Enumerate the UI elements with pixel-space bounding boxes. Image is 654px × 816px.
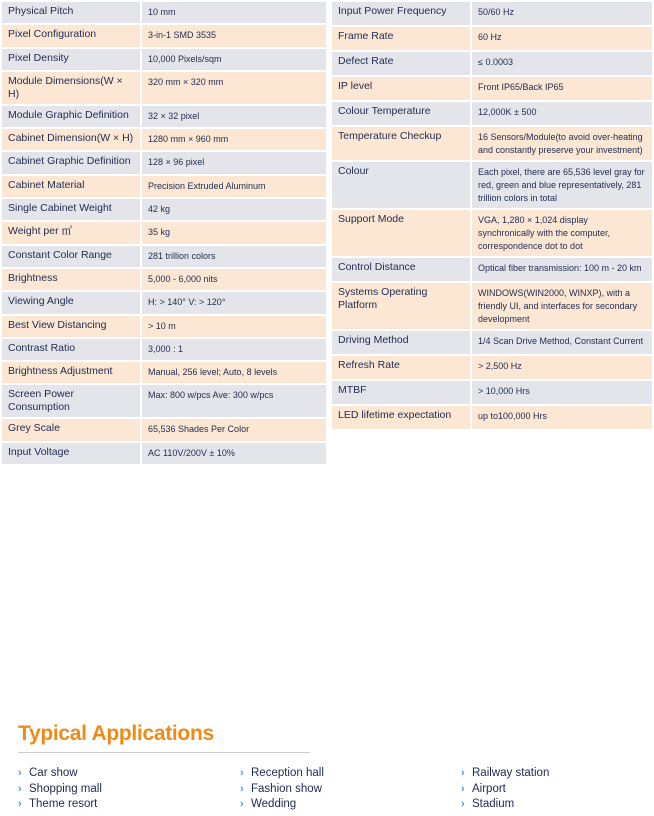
spec-value: Optical fiber transmission: 100 m - 20 km [472,258,652,281]
spec-label: Cabinet Material [2,176,142,197]
right-spec-row [332,258,652,281]
right-spec-row [332,2,652,25]
spec-value: ≤ 0.0003 [472,52,652,75]
spec-label: Single Cabinet Weight [2,199,142,220]
spec-label: Input Voltage [2,443,142,464]
spec-value: H: > 140° V: > 120° [142,292,326,313]
application-item [240,782,324,798]
spec-value: 5,000 - 6,000 nits [142,269,326,290]
spec-value: Front IP65/Back IP65 [472,77,652,100]
application-label: Shopping mall [29,782,102,795]
spec-label: Weight per ㎡ [2,222,142,243]
spec-value: 12,000K ± 500 [472,102,652,125]
spec-value: 50/60 Hz [472,2,652,25]
applications-title: Typical Applications [18,722,214,745]
spec-value: 35 kg [142,222,326,243]
spec-label: Contrast Ratio [2,339,142,360]
application-label: Fashion show [251,782,322,795]
spec-value: Max: 800 w/pcs Ave: 300 w/pcs [142,385,326,417]
left-spec-row [2,72,326,104]
spec-value: 32 × 32 pixel [142,106,326,127]
spec-label: Screen Power Consumption [2,385,142,417]
left-spec-table [2,0,326,466]
spec-value: 65,536 Shades Per Color [142,419,326,440]
spec-label: Temperature Checkup [332,127,472,160]
right-spec-row [332,102,652,125]
chevron-right-icon: › [18,767,22,779]
spec-value: > 10 m [142,316,326,337]
spec-label: Support Mode [332,210,472,256]
chevron-right-icon: › [461,782,465,795]
spec-label: Brightness Adjustment [2,362,142,383]
spec-label: Module Graphic Definition [2,106,142,127]
left-spec-row [2,339,326,360]
applications-column-2 [240,766,324,813]
application-item [240,797,324,813]
application-label: Reception hall [251,767,324,779]
spec-label: Module Dimensions(W × H) [2,72,142,104]
spec-label: Colour [332,162,472,208]
spec-label: Input Power Frequency [332,2,472,25]
applications-divider [18,752,310,753]
application-item [18,797,102,813]
chevron-right-icon: › [461,798,465,810]
spec-value: AC 110V/200V ± 10% [142,443,326,464]
left-spec-row [2,419,326,440]
left-spec-row [2,316,326,337]
spec-label: Pixel Density [2,49,142,70]
spec-label: Cabinet Graphic Definition [2,152,142,173]
spec-value: > 2,500 Hz [472,356,652,379]
chevron-right-icon: › [18,782,22,795]
spec-value: 281 trillion colors [142,246,326,267]
chevron-right-icon: › [240,782,244,795]
application-label: Car show [29,767,78,779]
spec-value: 3,000 : 1 [142,339,326,360]
left-spec-row [2,443,326,464]
application-label: Theme resort [29,798,98,810]
spec-label: Frame Rate [332,27,472,50]
left-spec-row [2,152,326,173]
spec-value: 10 mm [142,2,326,23]
left-spec-row [2,199,326,220]
left-spec-row [2,129,326,150]
spec-value: 320 mm × 320 mm [142,72,326,104]
spec-value: 1280 mm × 960 mm [142,129,326,150]
spec-label: Systems Operating Platform [332,283,472,329]
applications-column-3 [461,766,549,813]
application-item [18,782,102,798]
spec-value: 1/4 Scan Drive Method, Constant Current [472,331,652,354]
right-spec-row [332,27,652,50]
spec-label: LED lifetime expectation [332,406,472,429]
left-spec-row [2,362,326,383]
left-spec-row [2,222,326,243]
right-spec-table [332,0,652,431]
spec-label: Pixel Configuration [2,25,142,46]
right-spec-row [332,356,652,379]
spec-value: WINDOWS(WIN2000, WINXP), with a friendly UI, and interfaces for secondary development [472,283,652,329]
spec-label: Brightness [2,269,142,290]
left-spec-row [2,49,326,70]
application-item [18,766,102,782]
left-spec-row [2,385,326,417]
application-item [461,797,549,813]
spec-value: 10,000 Pixels/sqm [142,49,326,70]
spec-value: Precision Extruded Aluminum [142,176,326,197]
application-item [240,766,324,782]
right-spec-row [332,77,652,100]
spec-value: 42 kg [142,199,326,220]
left-spec-row [2,246,326,267]
spec-label: Constant Color Range [2,246,142,267]
application-item [461,766,549,782]
left-spec-row [2,176,326,197]
right-spec-row [332,406,652,429]
left-spec-row [2,2,326,23]
spec-label: Cabinet Dimension(W × H) [2,129,142,150]
spec-value: Manual, 256 level; Auto, 8 levels [142,362,326,383]
right-spec-row [332,331,652,354]
chevron-right-icon: › [18,798,22,810]
right-spec-row [332,162,652,208]
application-label: Wedding [251,798,297,810]
spec-value: 3-in-1 SMD 3535 [142,25,326,46]
spec-value: Each pixel, there are 65,536 level gray for red, green and blue representatively, 281 trillion colors in total [472,162,652,208]
right-spec-row [332,127,652,160]
chevron-right-icon: › [240,767,244,779]
applications-column-1 [18,766,102,813]
spec-label: MTBF [332,381,472,404]
left-spec-row [2,269,326,290]
spec-label: Control Distance [332,258,472,281]
spec-value: up to100,000 Hrs [472,406,652,429]
right-spec-row [332,381,652,404]
spec-label: Physical Pitch [2,2,142,23]
spec-label: Colour Temperature [332,102,472,125]
application-label: Railway station [472,767,550,779]
left-spec-row [2,292,326,313]
spec-label: Defect Rate [332,52,472,75]
spec-value: > 10,000 Hrs [472,381,652,404]
right-spec-row [332,52,652,75]
spec-value: 128 × 96 pixel [142,152,326,173]
chevron-right-icon: › [240,798,244,810]
spec-label: Viewing Angle [2,292,142,313]
application-item [461,782,549,798]
left-spec-row [2,25,326,46]
right-spec-row [332,283,652,329]
spec-label: IP level [332,77,472,100]
spec-value: 16 Sensors/Module(to avoid over-heating and constantly preserve your investment) [472,127,652,160]
application-label: Stadium [472,798,515,810]
spec-label: Best View Distancing [2,316,142,337]
spec-label: Driving Method [332,331,472,354]
left-spec-row [2,106,326,127]
spec-value: 60 Hz [472,27,652,50]
chevron-right-icon: › [461,767,465,779]
spec-label: Refresh Rate [332,356,472,379]
application-label: Airport [472,782,506,795]
spec-label: Grey Scale [2,419,142,440]
spec-value: VGA, 1,280 × 1,024 display synchronically with the computer, correspondence dot to dot [472,210,652,256]
right-spec-row [332,210,652,256]
